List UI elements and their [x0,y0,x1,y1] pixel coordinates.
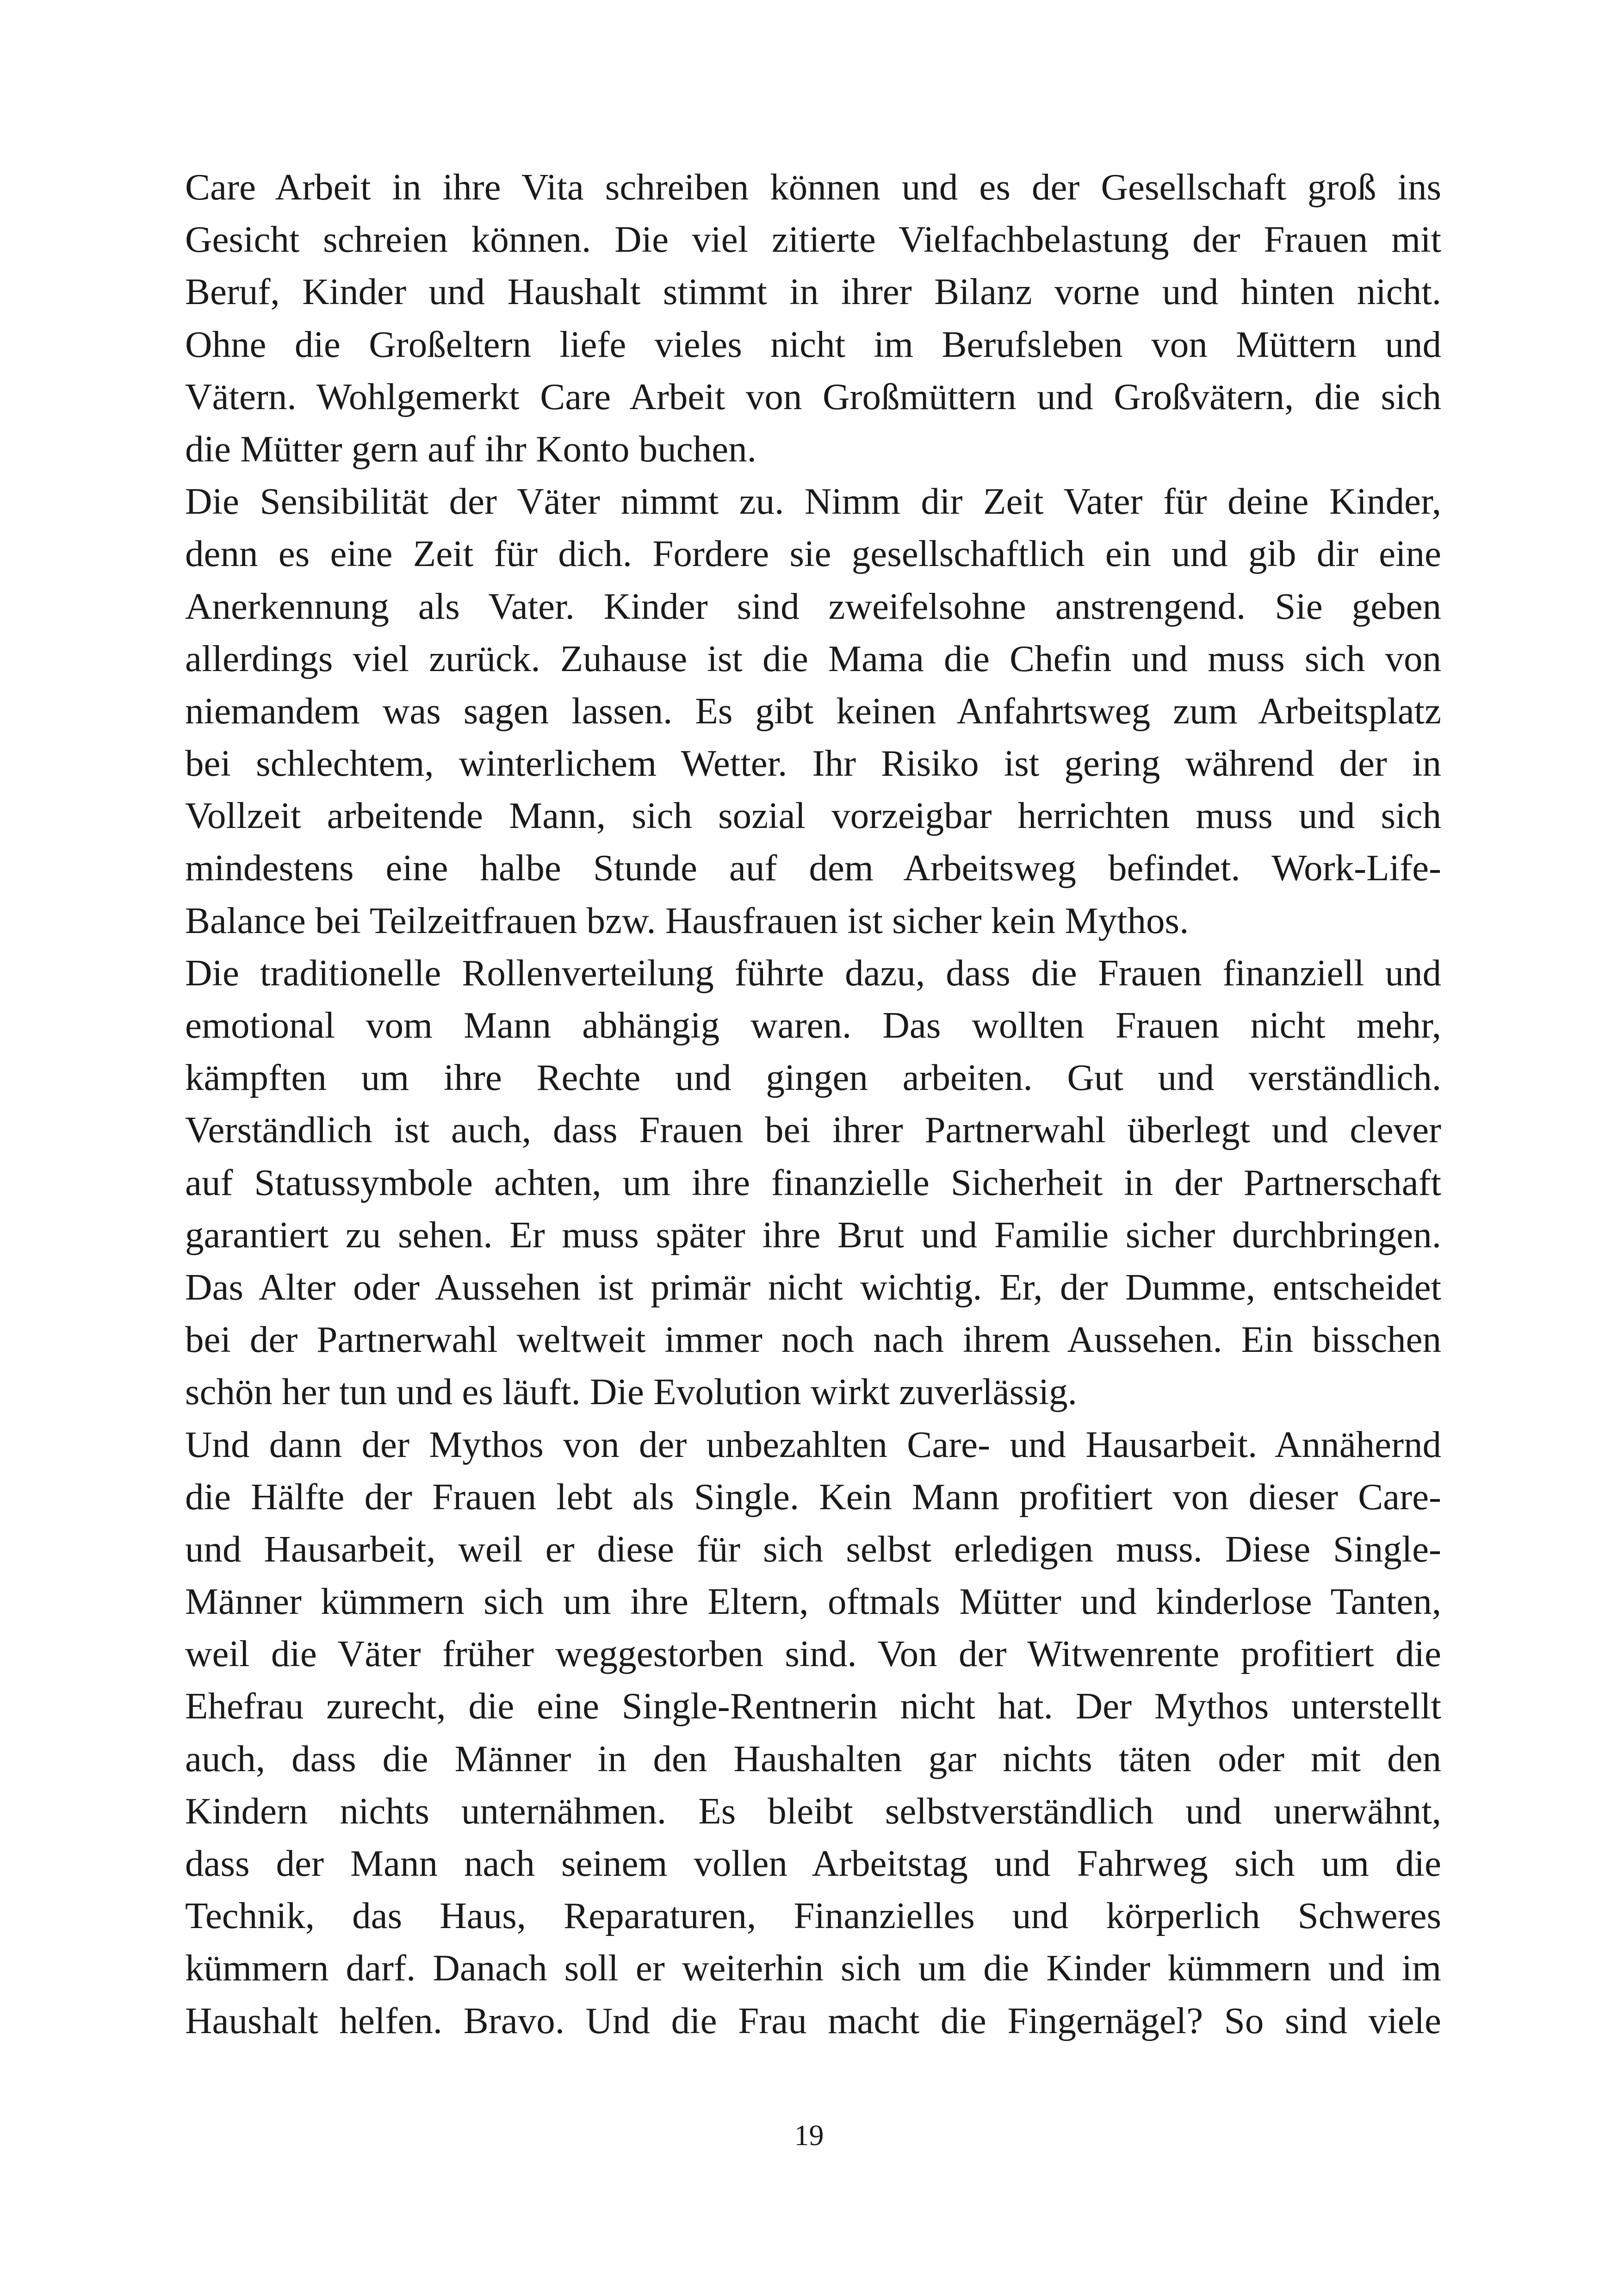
text-line: Vollzeit arbeitende Mann, sich sozial vorzeigbar herrichten muss und sich [185,795,1441,837]
paragraph [185,161,1441,475]
text-line: niemandem was sagen lassen. Es gibt keinen Anfahrtsweg zum Arbeitsplatz [185,690,1441,732]
text-line: Haushalt helfen. Bravo. Und die Frau macht die Fingernägel? So sind viele [185,1999,1441,2041]
text-line: Beruf, Kinder und Haushalt stimmt in ihrer Bilanz vorne und hinten nicht. [185,271,1441,313]
text-line: denn es eine Zeit für dich. Fordere sie gesellschaftlich ein und gib dir eine [185,533,1441,575]
text-line: Die traditionelle Rollenverteilung führte dazu, dass die Frauen finanziell und [185,952,1441,994]
text-line: Das Alter oder Aussehen ist primär nicht wichtig. Er, der Dumme, entscheidet [185,1266,1441,1308]
text-line: allerdings viel zurück. Zuhause ist die Mama die Chefin und muss sich von [185,637,1441,679]
text-line: Vätern. Wohlgemerkt Care Arbeit von Großmüttern und Großvätern, die sich [185,375,1441,417]
text-line: emotional vom Mann abhängig waren. Das wollten Frauen nicht mehr, [185,1004,1441,1046]
text-line: Die Sensibilität der Väter nimmt zu. Nimm dir Zeit Vater für deine Kinder, [185,480,1441,523]
paragraph [185,947,1441,1419]
text-line: Care Arbeit in ihre Vita schreiben können und es der Gesellschaft groß ins [185,166,1441,208]
text-line: die Mütter gern auf ihr Konto buchen. [185,428,756,470]
paragraph [185,1419,1441,2047]
text-line: weil die Väter früher weggestorben sind. Von der Witwenrente profitiert die [185,1633,1441,1675]
text-line: Ehefrau zurecht, die eine Single-Rentnerin nicht hat. Der Mythos unterstellt [185,1685,1441,1727]
text-line: bei der Partnerwahl weltweit immer noch nach ihrem Aussehen. Ein bisschen [185,1319,1441,1361]
text-line: bei schlechtem, winterlichem Wetter. Ihr Risiko ist gering während der in [185,742,1441,784]
text-line: Verständlich ist auch, dass Frauen bei ihrer Partnerwahl überlegt und clever [185,1109,1441,1151]
text-line: Ohne die Großeltern liefe vieles nicht im Berufsleben von Müttern und [185,323,1441,365]
text-line: Gesicht schreien können. Die viel zitierte Vielfachbelastung der Frauen mit [185,218,1441,261]
text-line: Balance bei Teilzeitfrauen bzw. Hausfrauen ist sicher kein Mythos. [185,899,1189,941]
text-line: schön her tun und es läuft. Die Evolution wirkt zuverlässig. [185,1371,1077,1413]
text-line: die Hälfte der Frauen lebt als Single. Kein Mann profitiert von dieser Care- [185,1475,1441,1518]
text-line: und Hausarbeit, weil er diese für sich selbst erledigen muss. Diese Single- [185,1528,1441,1570]
text-line: mindestens eine halbe Stunde auf dem Arbeitsweg befindet. Work-Life- [185,847,1441,889]
text-line: auch, dass die Männer in den Haushalten gar nichts täten oder mit den [185,1737,1441,1780]
text-line: auf Statussymbole achten, um ihre finanzielle Sicherheit in der Partnerschaft [185,1161,1441,1203]
text-line: kämpften um ihre Rechte und gingen arbeiten. Gut und verständlich. [185,1057,1441,1099]
body-text [185,161,1441,2047]
page-number: 19 [794,2119,824,2152]
text-line: Anerkennung als Vater. Kinder sind zweifelsohne anstrengend. Sie geben [185,585,1441,627]
text-line: Und dann der Mythos von der unbezahlten Care- und Hausarbeit. Annähernd [185,1423,1441,1465]
text-line: Kindern nichts unternähmen. Es bleibt selbstverständlich und unerwähnt, [185,1790,1441,1832]
text-line: Männer kümmern sich um ihre Eltern, oftmals Mütter und kinderlose Tanten, [185,1580,1441,1623]
text-line: garantiert zu sehen. Er muss später ihre Brut und Familie sicher durchbringen. [185,1213,1441,1256]
text-line: kümmern darf. Danach soll er weiterhin sich um die Kinder kümmern und im [185,1947,1441,1989]
text-line: dass der Mann nach seinem vollen Arbeitstag und Fahrweg sich um die [185,1842,1441,1884]
paragraph [185,475,1441,947]
text-line: Technik, das Haus, Reparaturen, Finanzielles und körperlich Schweres [185,1895,1441,1937]
